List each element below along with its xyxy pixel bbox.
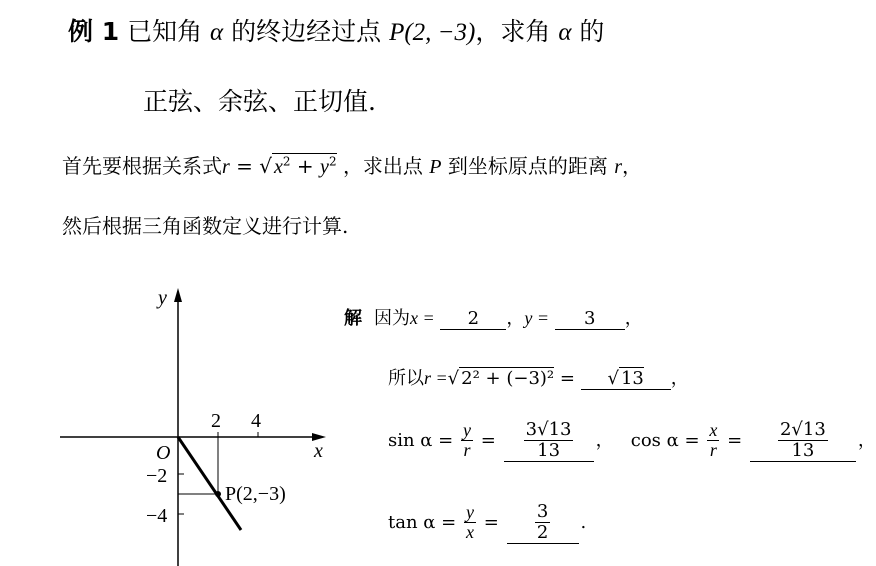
var-y: y: [320, 156, 329, 178]
plus: +: [290, 154, 321, 178]
r-answer: [581, 368, 671, 390]
hint-text: ，求出点: [342, 154, 423, 178]
solution-line-1: [344, 304, 643, 330]
x-axis-label: x: [314, 440, 323, 462]
comma: ，: [670, 368, 689, 389]
solution-text: 因为: [374, 308, 410, 329]
y-tick-label: −2: [146, 465, 168, 487]
frac-num: 2√13: [779, 419, 826, 440]
frac-num: x: [709, 419, 718, 440]
comma: ，: [595, 429, 614, 451]
tan-fraction: [464, 503, 476, 544]
equals: =: [727, 429, 743, 451]
equals: =: [559, 368, 575, 389]
frac-num: 3: [536, 501, 549, 522]
frac-den: 13: [750, 441, 856, 462]
point-label: P(2, −3): [389, 19, 476, 46]
frac-den: 2: [507, 523, 579, 544]
period: .: [580, 511, 587, 533]
x-tick-label: 2: [211, 410, 221, 432]
frac-den: 13: [504, 441, 594, 462]
y-answer: 3: [555, 308, 625, 330]
frac-num: y: [465, 501, 474, 522]
tan-answer: [507, 502, 579, 544]
solution-line-4: [388, 502, 586, 544]
hint-text: 到坐标原点的距离: [447, 154, 608, 178]
example-label: 例 1: [68, 17, 120, 46]
problem-text: 已知角: [127, 17, 203, 46]
var-x: x: [274, 156, 283, 178]
problem-text: 的: [579, 17, 605, 46]
frac-den: x: [465, 522, 474, 543]
solution-text: 所以: [388, 368, 424, 389]
x-answer: 2: [440, 308, 506, 330]
problem-text: ，求角: [475, 17, 551, 46]
y-axis-label: y: [158, 287, 167, 309]
frac-den: r: [463, 440, 471, 461]
problem-line-2: 正弦、余弦、正切值.: [143, 87, 376, 116]
comma: ，: [624, 308, 643, 329]
jie-label: 解: [344, 308, 362, 329]
alpha-symbol: α: [210, 19, 224, 46]
problem-text: 的终边经过点: [231, 17, 382, 46]
cos-lhs: cos α =: [630, 429, 700, 451]
exponent: 2: [328, 154, 337, 169]
radical-icon: √: [607, 368, 619, 389]
point-label: P(2,−3): [225, 483, 286, 505]
comma: ，: [506, 308, 525, 329]
frac-num: 3√13: [525, 419, 572, 440]
x-tick-label: 4: [251, 410, 261, 432]
equals: =: [229, 154, 260, 178]
sin-answer: [504, 420, 594, 462]
hint-line-2: 然后根据三角函数定义进行计算.: [62, 214, 349, 238]
cos-fraction: [707, 421, 719, 462]
var-r: r: [614, 156, 623, 178]
solution-line-2: [388, 364, 689, 390]
r-eq: r =: [424, 368, 448, 388]
frac-den: r: [709, 440, 717, 461]
cos-answer: [750, 420, 856, 462]
x-eq: x =: [410, 308, 435, 328]
y-eq: y =: [524, 308, 550, 328]
radicand: [272, 153, 337, 178]
radicand: 13: [620, 368, 644, 389]
radical-icon: √: [259, 154, 273, 178]
exponent: 2: [282, 154, 291, 169]
radical-icon: √: [447, 368, 460, 389]
equals: =: [483, 511, 499, 533]
alpha-symbol: α: [558, 19, 572, 46]
var-r: r: [222, 156, 230, 178]
sin-lhs: sin α =: [388, 429, 454, 451]
coordinate-graph: [50, 280, 340, 566]
var-P: P: [429, 156, 442, 178]
point-P: [215, 491, 221, 497]
solution-line-3: [388, 420, 876, 462]
sin-fraction: [461, 421, 473, 462]
frac-num: y: [463, 419, 472, 440]
equals: =: [480, 429, 496, 451]
y-arrow-icon: [174, 288, 182, 302]
comma: ，: [857, 429, 876, 451]
tan-lhs: tan α =: [388, 511, 457, 533]
y-tick-label: −4: [146, 505, 168, 527]
problem-line-1: [68, 12, 604, 48]
origin-label: O: [156, 442, 171, 464]
hint-text: ，: [622, 154, 643, 178]
radicand: 2² + (−3)²: [461, 368, 555, 389]
hint-text: 首先要根据关系式: [62, 154, 222, 178]
hint-line-1: [62, 150, 642, 179]
